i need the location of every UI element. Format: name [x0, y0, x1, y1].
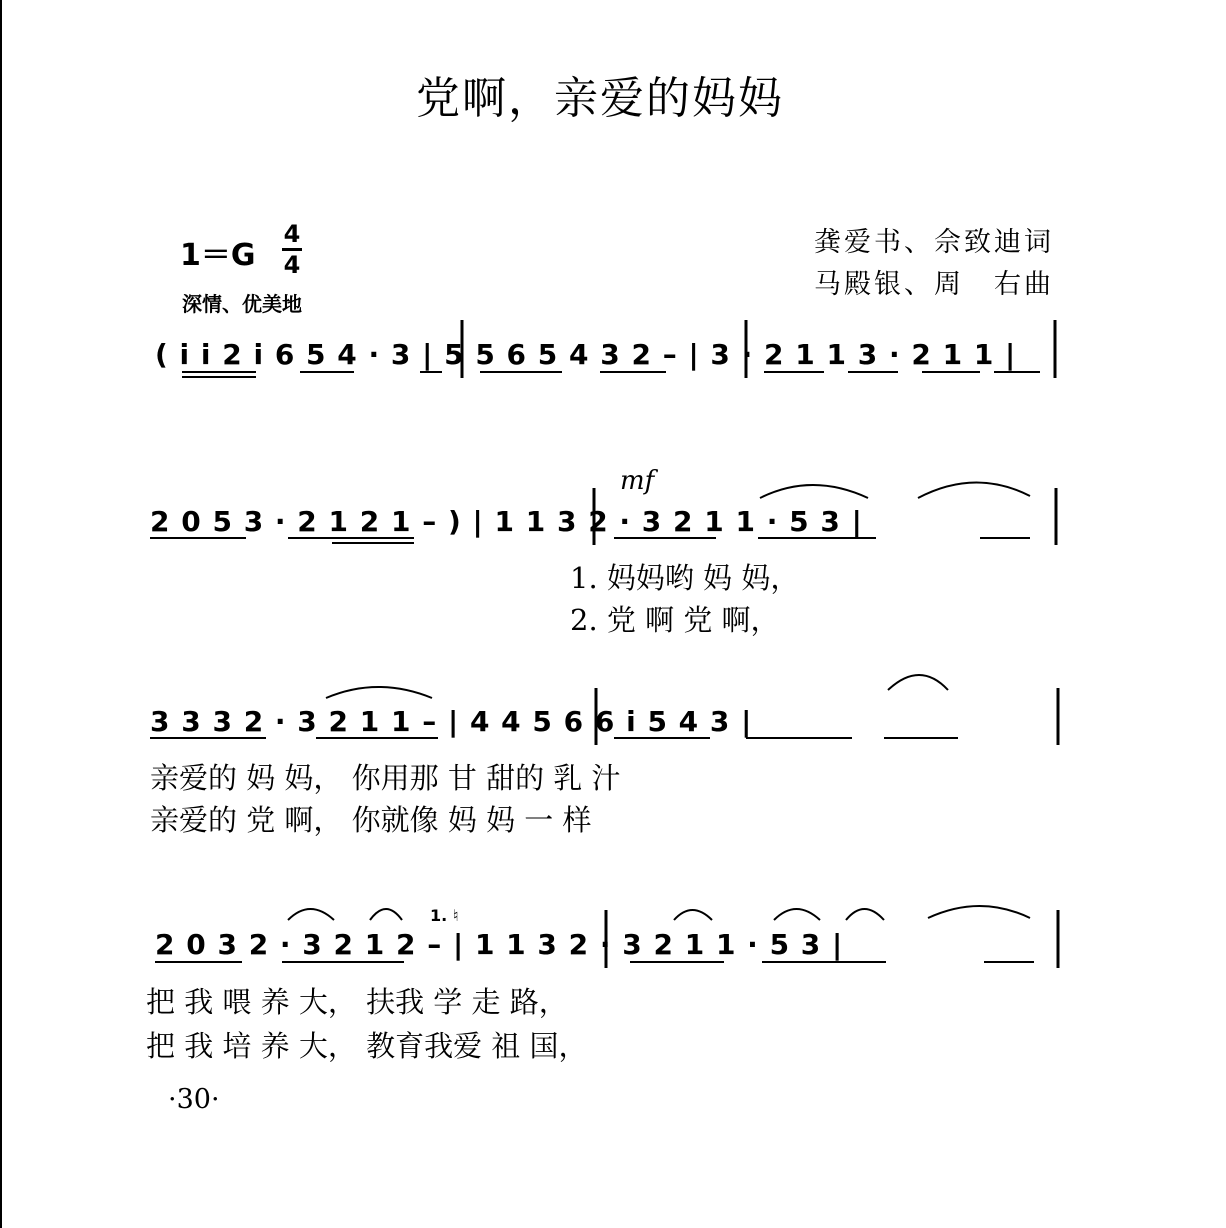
page-number: ·30·	[168, 1084, 220, 1115]
music-line-2: 2 0 5 3 · 2 1 2 1 – ) | 1 1 3 2 · 3 2 1 1 · 5 3 |	[150, 505, 863, 538]
music-line-1: ( i i 2 i 6 5 4 · 3 | 5 5 6 5 4 3 2 – | 3 · 2 1 1 3 · 2 1 1 |	[155, 338, 1017, 371]
lyric-line-3-verse-1: 亲爱的 妈 妈， 你用那 甘 甜的 乳 汁	[150, 761, 621, 795]
lyric-line-4-verse-1: 把 我 喂 养 大， 扶我 学 走 路，	[146, 985, 568, 1019]
lyric-line-2-verse-2: 2. 党 啊 党 啊，	[570, 603, 780, 637]
song-title: 党啊，亲爱的妈妈	[416, 73, 784, 124]
key-signature: 1＝G	[180, 238, 256, 273]
lyric-line-3-verse-2: 亲爱的 党 啊， 你就像 妈 妈 一 样	[150, 803, 592, 837]
tempo-marking: 深情、优美地	[182, 292, 302, 316]
time-bottom: 4	[283, 251, 301, 279]
lyric-line-4-verse-2: 把 我 培 养 大， 教育我爱 祖 国，	[146, 1029, 588, 1063]
music-line-4: 2 0 3 2 · 3 2 1 2 – | 1 1 3 2 · 3 2 1 1 · 5 3 |	[155, 928, 844, 961]
lyricist-credit: 龚爱书、佘致迪词	[814, 227, 1054, 258]
dynamic-marking: mf	[620, 466, 655, 496]
composer-credit: 马殿银、周 右曲	[814, 269, 1054, 300]
lyric-line-2-verse-1: 1. 妈妈哟 妈 妈，	[570, 561, 800, 595]
music-line-3: 3 3 3 2 · 3 2 1 1 – | 4 4 5 6 6 i 5 4 3 |	[150, 705, 753, 738]
time-top: 4	[283, 220, 301, 248]
volta-mark: 1. ♮	[430, 906, 459, 925]
